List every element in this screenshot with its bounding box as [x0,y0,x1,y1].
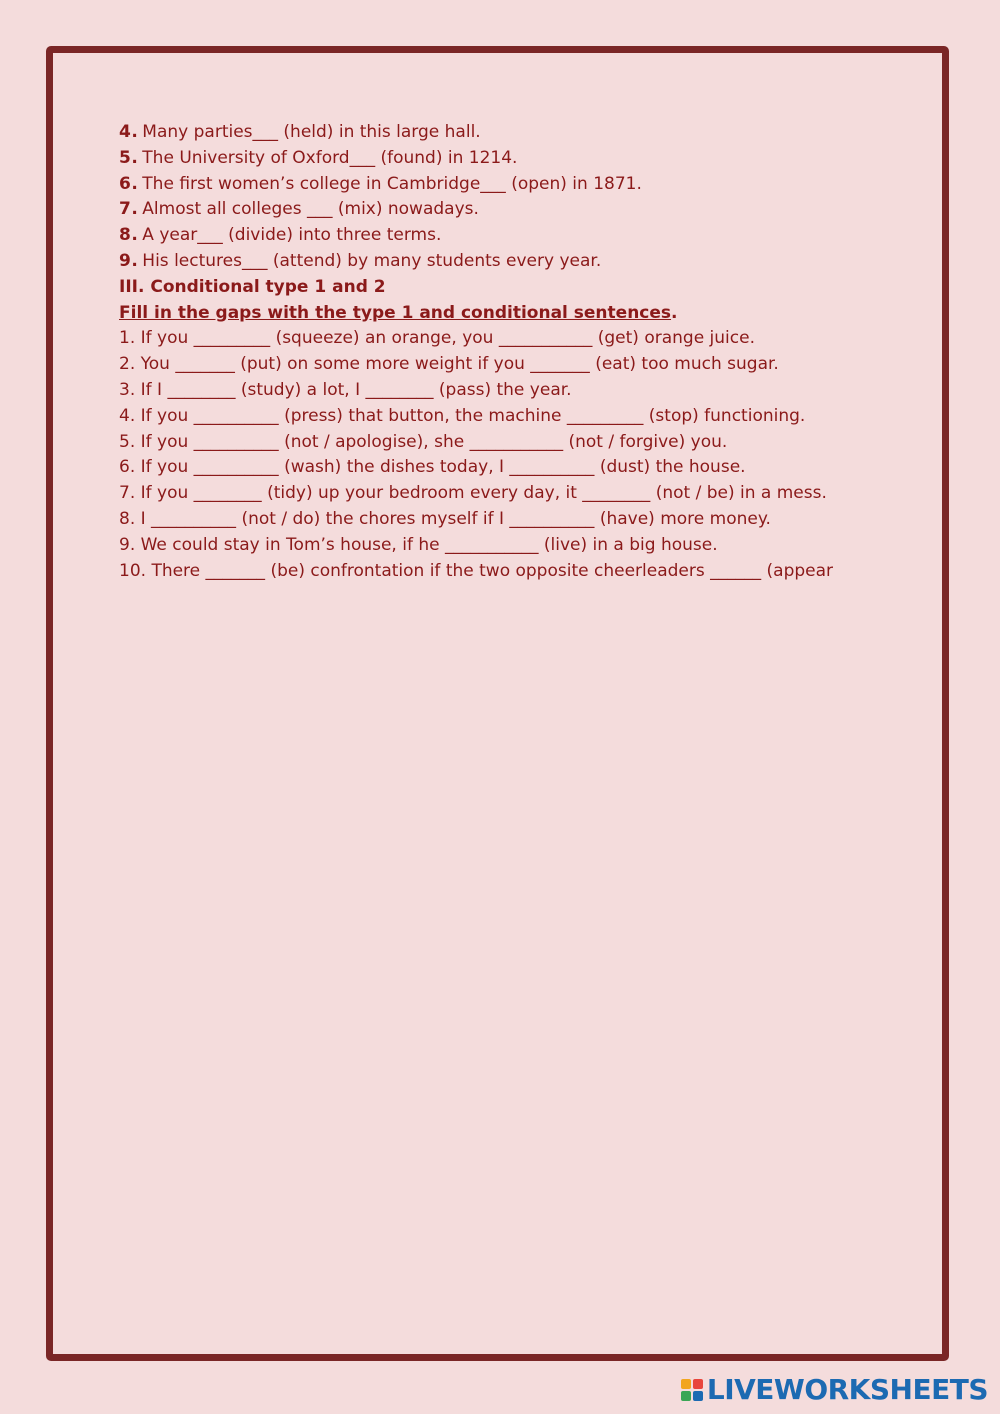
instruction-text: Fill in the gaps with the type 1 and conditional sentences [119,302,672,323]
sentence-2: 2. You _______ (put) on some more weight if you _______ (eat) too much sugar. [119,354,779,375]
exercise-item-4: 4. Many parties___ (held) in this large hall. [119,122,481,142]
passive-exercise-list [119,120,899,275]
logo-square-3 [681,1391,691,1401]
logo-square-4 [693,1391,703,1401]
sentence-8: 8. I __________ (not / do) the chores myself if I __________ (have) more money. [119,508,771,529]
instruction-period: . [671,302,678,323]
exercise-item-8: 8. A year___ (divide) into three terms. [119,225,442,246]
exercise-item-7: 7. Almost all colleges ___ (mix) nowadays. [119,199,479,220]
logo-square-1 [681,1379,691,1389]
sentence-3: 3. If I ________ (study) a lot, I ________ (pass) the year. [119,379,572,400]
logo-square-2 [693,1379,703,1389]
worksheet-content [119,120,899,584]
conditional-sentence-list [119,326,899,584]
exercise-item-6: 6. The first women’s college in Cambridge___ (open) in 1871. [119,173,642,194]
sentence-5: 5. If you __________ (not / apologise), she ___________ (not / forgive) you. [119,431,728,452]
exercise-item-9: 9. His lectures___ (attend) by many students every year. [119,250,602,271]
section-heading: III. Conditional type 1 and 2 [119,276,386,297]
brand-name: LIVEWORKSHEETS [706,1373,988,1406]
sentence-7: 7. If you ________ (tidy) up your bedroom every day, it ________ (not / be) in a mess. [119,483,827,504]
exercise-item-5: 5. The University of Oxford___ (found) in 1214. [119,147,518,168]
liveworksheets-brand[interactable] [681,1373,988,1406]
sentence-9: 9. We could stay in Tom’s house, if he ___________ (live) in a big house. [119,534,718,555]
liveworksheets-logo-icon [681,1379,703,1401]
sentence-1: 1. If you _________ (squeeze) an orange, you ___________ (get) orange juice. [119,328,755,349]
sentence-10: 10. There _______ (be) confrontation if the two opposite cheerleaders ______ (appear [119,560,834,581]
section-instruction [119,301,899,327]
sentence-6: 6. If you __________ (wash) the dishes today, I __________ (dust) the house. [119,457,746,478]
sentence-4: 4. If you __________ (press) that button, the machine _________ (stop) functioning. [119,405,806,426]
